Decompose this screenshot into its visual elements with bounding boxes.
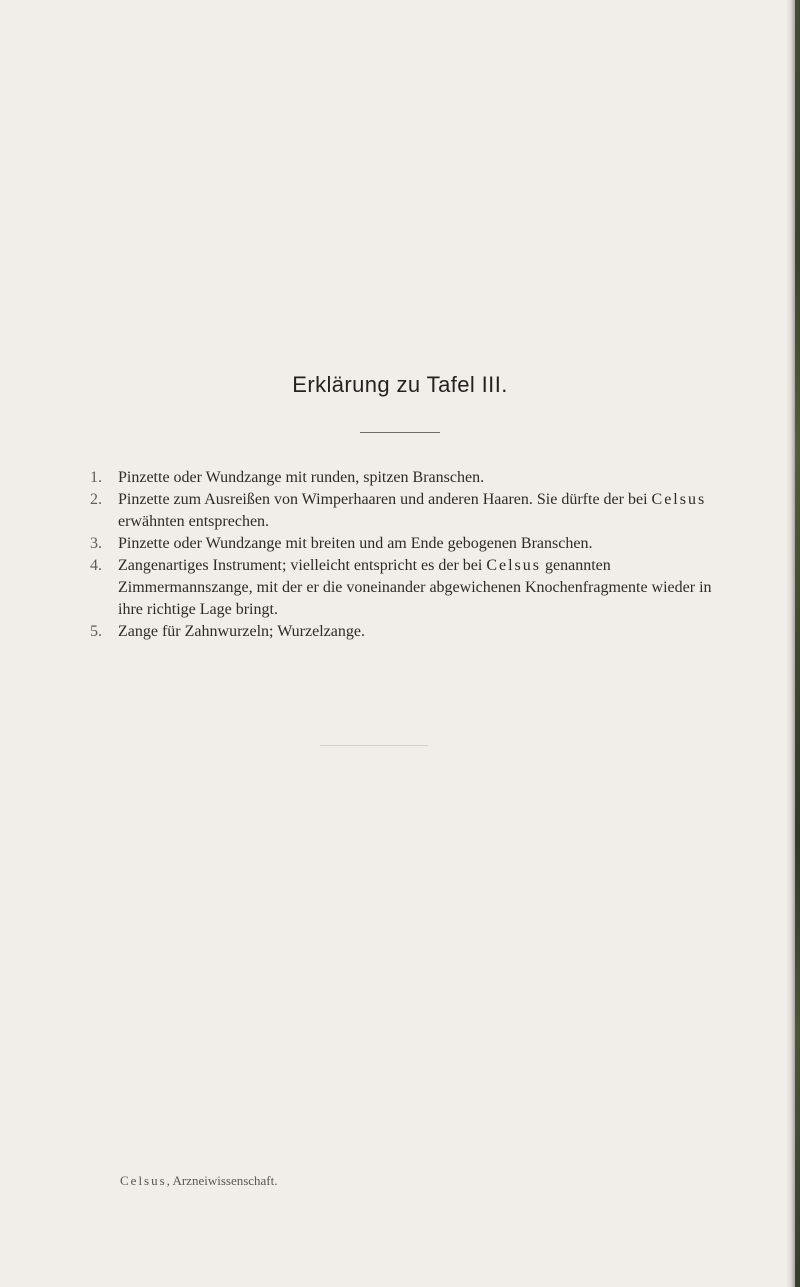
entry-number: 3. xyxy=(90,535,102,552)
entry-text: Pinzette oder Wundzange mit breiten und am Ende gebogenen Branschen. xyxy=(118,535,593,552)
entry-text-part-1: Pinzette zum Ausreißen von Wimperhaaren und anderen Haaren. Sie dürfte der bei xyxy=(118,491,652,508)
entry-3 xyxy=(90,533,720,555)
footer-text: , Arzneiwissenschaft. xyxy=(166,1173,278,1188)
author-name: Celsus xyxy=(486,557,541,574)
entry-number: 4. xyxy=(90,557,102,574)
entry-text: Zange für Zahnwurzeln; Wurzelzange. xyxy=(118,623,365,640)
author-name: Celsus xyxy=(651,491,707,508)
entry-text: Pinzette oder Wundzange mit runden, spitzen Branschen. xyxy=(118,469,485,486)
entry-number: 2. xyxy=(90,491,102,508)
plate-explanation-list xyxy=(90,467,720,643)
entry-text-part-2: genannten Zimmermannszange, mit der er die voneinander abgewichenen Knochenfragmente wieder in ihre richtige Lage bringt. xyxy=(118,557,712,618)
entry-text-part-2: erwähnten entsprechen. xyxy=(118,513,270,530)
entry-5 xyxy=(90,621,720,643)
entry-number: 5. xyxy=(90,623,102,640)
entry-4 xyxy=(90,555,720,621)
entry-number: 1. xyxy=(90,469,102,486)
footer-citation xyxy=(120,1173,278,1189)
page-title: Erklärung zu Tafel III. xyxy=(292,372,508,397)
entry-2 xyxy=(90,489,720,533)
title-rule xyxy=(360,432,440,433)
page-edge-strip xyxy=(795,0,800,1287)
entry-1 xyxy=(90,467,720,489)
entry-text-part-1: Zangenartiges Instrument; vielleicht entspricht es der bei xyxy=(118,557,487,574)
footer-author: Celsus xyxy=(120,1173,167,1188)
faint-separator xyxy=(320,745,428,746)
